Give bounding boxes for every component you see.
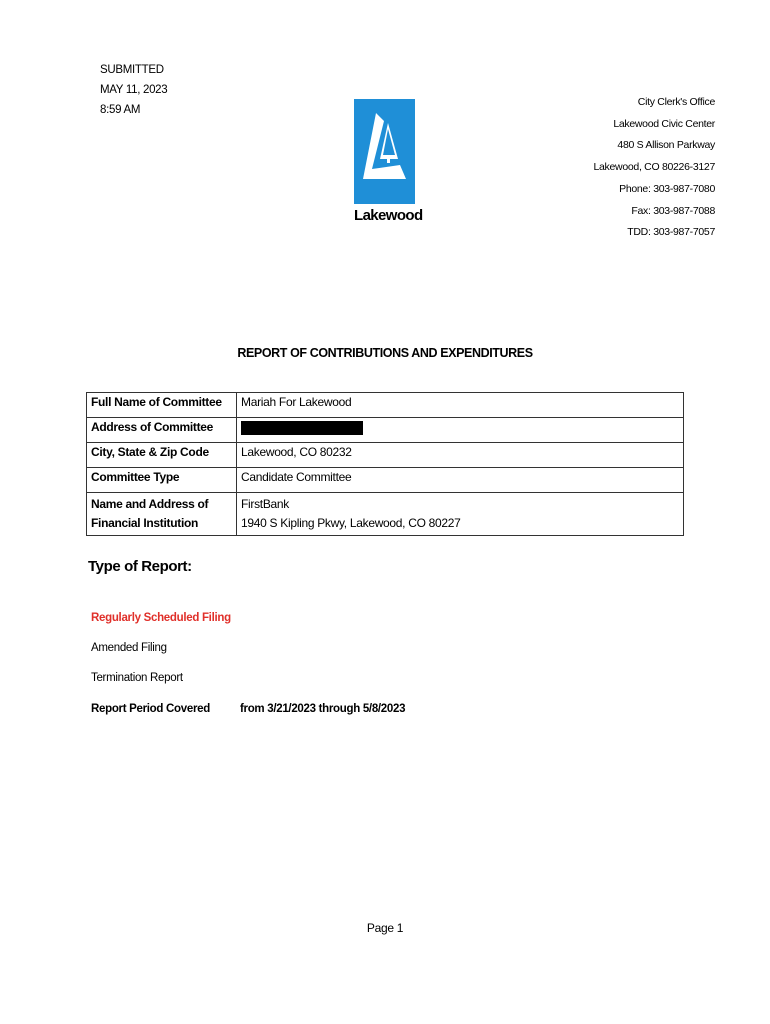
- office-address-block: [593, 92, 715, 244]
- option-regularly-scheduled-filing: Regularly Scheduled Filing: [91, 612, 231, 624]
- table-row: [87, 443, 684, 468]
- city-state-zip-value: Lakewood, CO 80232: [237, 443, 684, 468]
- report-period-value: from 3/21/2023 through 5/8/2023: [240, 703, 406, 715]
- option-amended-filing: Amended Filing: [91, 642, 167, 654]
- stamp-time: 8:59 AM: [100, 104, 141, 116]
- redaction-bar: [241, 421, 363, 435]
- table-row: [87, 468, 684, 493]
- table-row: [87, 493, 684, 536]
- city-state-zip-label: City, State & Zip Code: [87, 443, 237, 468]
- bank-address: 1940 S Kipling Pkwy, Lakewood, CO 80227: [241, 516, 461, 530]
- committee-info-table: [86, 392, 684, 536]
- committee-type-label: Committee Type: [87, 468, 237, 493]
- stamp-status: SUBMITTED: [100, 64, 164, 76]
- page-number: Page 1: [366, 921, 404, 935]
- office-building: Lakewood Civic Center: [613, 117, 715, 130]
- financial-institution-label-line1: Name and Address of: [91, 497, 209, 511]
- lakewood-tree-logo-icon: [354, 99, 415, 204]
- committee-type-value: Candidate Committee: [237, 468, 684, 493]
- report-type-heading: Type of Report:: [88, 558, 192, 575]
- report-title: REPORT OF CONTRIBUTIONS AND EXPENDITURES: [237, 346, 533, 360]
- committee-name-value: Mariah For Lakewood: [237, 393, 684, 418]
- lakewood-logo: [354, 99, 423, 224]
- submission-stamp: [100, 60, 167, 120]
- table-row: [87, 418, 684, 443]
- stamp-date: MAY 11, 2023: [100, 84, 168, 96]
- committee-address-value: [237, 418, 684, 443]
- committee-name-label: Full Name of Committee: [87, 393, 237, 418]
- committee-address-label: Address of Committee: [87, 418, 237, 443]
- office-name: City Clerk's Office: [637, 96, 715, 108]
- financial-institution-label-line2: Financial Institution: [91, 516, 199, 530]
- option-termination-report: Termination Report: [91, 672, 183, 684]
- financial-institution-label: [87, 493, 237, 536]
- office-phone: Phone: 303-987-7080: [619, 182, 715, 195]
- financial-institution-value: [237, 493, 684, 536]
- office-fax: Fax: 303-987-7088: [631, 204, 715, 217]
- office-city: Lakewood, CO 80226-3127: [593, 161, 715, 174]
- table-row: [87, 393, 684, 418]
- office-tdd: TDD: 303-987-7057: [627, 226, 715, 239]
- office-street: 480 S Allison Parkway: [617, 139, 715, 152]
- report-period-label: Report Period Covered: [91, 703, 210, 715]
- logo-wordmark: Lakewood: [354, 207, 423, 224]
- bank-name: FirstBank: [241, 497, 289, 511]
